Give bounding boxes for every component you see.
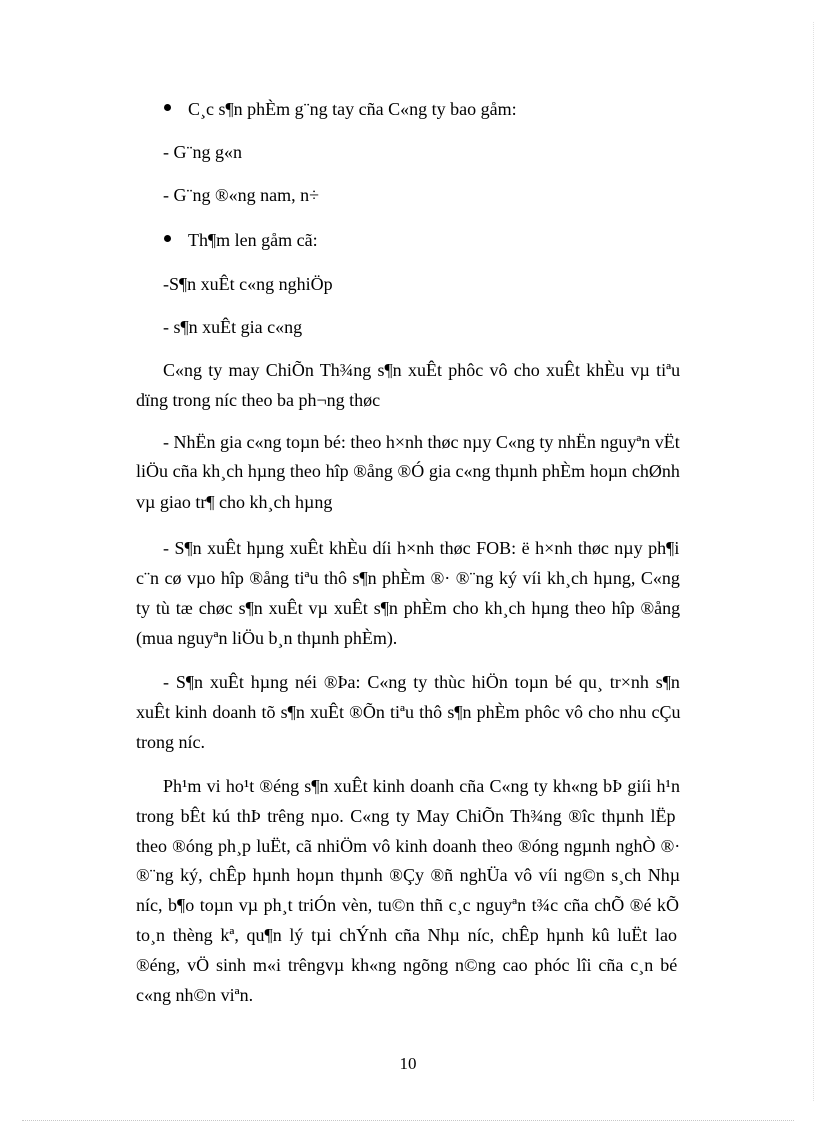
paragraph-line: níc, b¶o toµn vµ ph¸t triÓn vèn, tu©n thñ c¸c nguyªn t¾c cña chÕ ®é kÕ (136, 895, 680, 915)
list-item: - G¨ng ®«ng nam, n÷ (163, 185, 320, 205)
paragraph-line: ty tù tæ chøc s¶n xuÊt vµ xuÊt s¶n phÈm cho kh¸ch hµng theo hîp ®ång (136, 598, 681, 618)
page-edge-divider (22, 1120, 794, 1121)
list-item: -S¶n xuÊt c«ng nghiÖp (163, 274, 333, 294)
page-edge-divider-vertical (813, 22, 814, 1101)
paragraph-line: C«ng ty may ChiÕn Th¾ng s¶n xuÊt phôc vô cho xuÊt khÈu vµ tiªu (163, 360, 681, 380)
paragraph-line: ®éng, vÖ sinh m«i trêngvµ kh«ng ngõng n©ng cao phóc lîi cña c¸n bé (136, 955, 678, 975)
paragraph-line: (mua nguyªn liÖu b¸n thµnh phÈm). (136, 628, 398, 648)
page-number: 10 (399, 1054, 417, 1073)
paragraph-line: c¨n cø vµo hîp ®ång tiªu thô s¶n phÈm ®· ®¨ng ký víi kh¸ch hµng, C«ng (136, 568, 680, 588)
paragraph-line: dïng trong níc theo ba ph¬ng thøc (136, 390, 381, 410)
list-item-bulleted: C¸c s¶n phÈm g¨ng tay cña C«ng ty bao gåm: (188, 99, 517, 119)
paragraph-line: vµ giao tr¶ cho kh¸ch hµng (136, 492, 333, 512)
paragraph-line: liÖu cña kh¸ch hµng theo hîp ®ång ®Ó gia c«ng thµnh phÈm hoµn chØnh (136, 461, 680, 481)
paragraph-line: - NhËn gia c«ng toµn bé: theo h×nh thøc nµy C«ng ty nhËn nguyªn vËt (163, 432, 680, 452)
list-item-bulleted: Th¶m len gåm cã: (188, 230, 318, 250)
paragraph-line: c«ng nh©n viªn. (136, 985, 254, 1005)
paragraph-line: theo ®óng ph¸p luËt, cã nhiÖm vô kinh doanh theo ®óng ngµnh nghÒ ®· (136, 836, 681, 856)
bullet-icon (164, 235, 171, 242)
paragraph-line: ®¨ng ký, chÊp hµnh hoµn thµnh ®Çy ®ñ nghÜa vô víi ng©n s¸ch Nhµ (136, 865, 681, 885)
list-item: - s¶n xuÊt gia c«ng (163, 317, 303, 337)
bullet-icon (164, 104, 171, 111)
paragraph-line: trong bÊt kú thÞ trêng nµo. C«ng ty May ChiÕn Th¾ng ®îc thµnh lËp (136, 806, 676, 826)
paragraph-line: - S¶n xuÊt hµng néi ®Þa: C«ng ty thùc hiÖn toµn bé qu¸ tr×nh s¶n (163, 672, 680, 692)
paragraph-line: Ph¹m vi ho¹t ®éng s¶n xuÊt kinh doanh cña C«ng ty kh«ng bÞ giíi h¹n (163, 776, 680, 796)
paragraph-line: trong níc. (136, 732, 205, 752)
paragraph-line: - S¶n xuÊt hµng xuÊt khÈu díi h×nh thøc FOB: ë h×nh thøc nµy ph¶i (163, 538, 680, 558)
list-item: - G¨ng g«n (163, 142, 242, 162)
paragraph-line: to¸n thèng kª, qu¶n lý tµi chÝnh cña Nhµ níc, chÊp hµnh kû luËt lao (136, 925, 677, 945)
paragraph-line: xuÊt kinh doanh tõ s¶n xuÊt ®Õn tiªu thô s¶n phÈm phôc vô cho nhu cÇu (136, 702, 681, 722)
